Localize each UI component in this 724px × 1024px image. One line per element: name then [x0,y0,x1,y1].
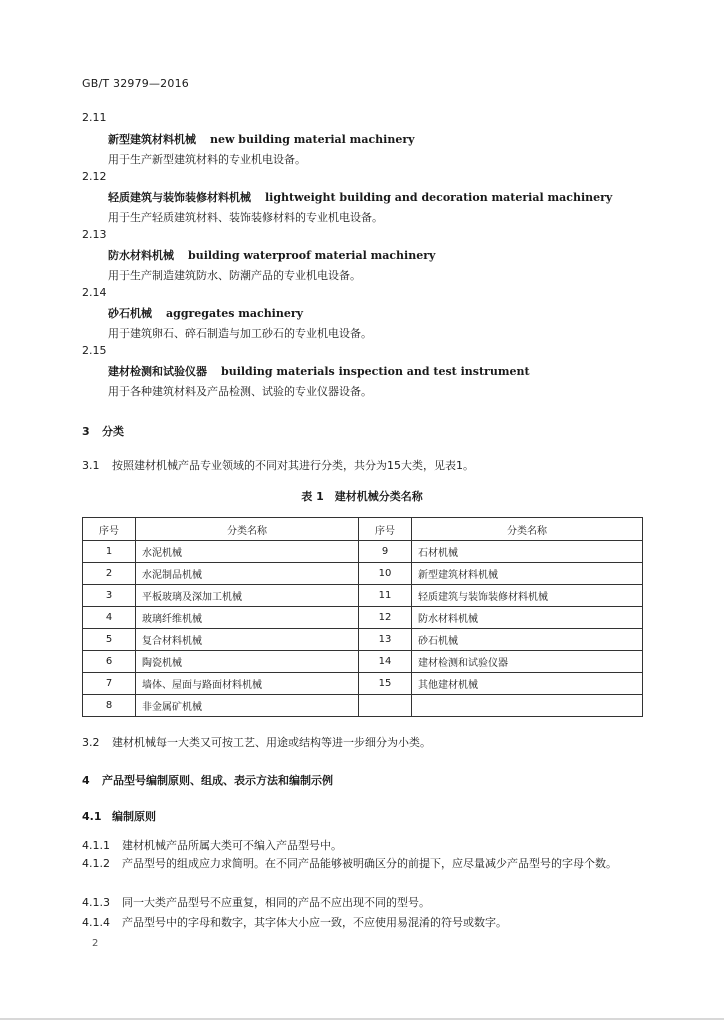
term-number: 2.13 [82,228,107,241]
clause-text: 产品型号中的字母和数字，其字体大小应一致，不应使用易混淆的符号或数字。 [122,916,507,929]
table-cell: 5 [83,629,136,651]
table-cell: 9 [359,541,412,563]
clause-text: 同一大类产品型号不应重复，相同的产品不应出现不同的型号。 [122,896,430,909]
table-cell: 1 [83,541,136,563]
page-edge-divider [0,1018,724,1020]
table-cell [412,695,643,717]
table-cell: 3 [83,585,136,607]
table-header-row [83,518,643,541]
table-cell: 墙体、屋面与路面材料机械 [136,673,359,695]
term-english: building waterproof material machinery [188,249,436,262]
clause-text: 建材机械产品所属大类可不编入产品型号中。 [122,839,342,852]
column-header: 序号 [359,518,412,541]
table-cell: 轻质建筑与装饰装修材料机械 [412,585,643,607]
table-row [83,563,643,585]
table-cell: 石材机械 [412,541,643,563]
table-cell: 12 [359,607,412,629]
section-number: 3 [82,425,90,438]
table-cell: 建材检测和试验仪器 [412,651,643,673]
table-cell: 防水材料机械 [412,607,643,629]
clause-text: 产品型号的组成应力求简明。在不同产品能够被明确区分的前提下，应尽量减少产品型号的字母个数。 [122,857,617,870]
term-definition: 用于生产轻质建筑材料、装饰装修材料的专业机电设备。 [108,211,383,224]
term-chinese: 新型建筑材料机械 [108,133,196,146]
table-cell: 14 [359,651,412,673]
term-heading [108,189,612,205]
table-cell: 7 [83,673,136,695]
section-number: 4 [82,774,90,787]
term-chinese: 防水材料机械 [108,249,174,262]
paragraph [82,732,642,753]
paragraph [82,455,642,476]
term-definition: 用于建筑卵石、碎石制造与加工砂石的专业机电设备。 [108,327,372,340]
table-row [83,673,643,695]
table-cell: 新型建筑材料机械 [412,563,643,585]
section-title: 产品型号编制原则、组成、表示方法和编制示例 [102,774,333,787]
term-chinese: 建材检测和试验仪器 [108,365,207,378]
table-cell: 复合材料机械 [136,629,359,651]
clause-text: 建材机械每一大类又可按工艺、用途或结构等进一步细分为小类。 [112,736,431,749]
table-cell: 玻璃纤维机械 [136,607,359,629]
section-number: 4.1 [82,810,102,823]
table-row [83,541,643,563]
paragraph [82,912,642,933]
term-english: lightweight building and decoration material machinery [265,191,613,204]
paragraph [82,892,642,913]
section-title: 编制原则 [112,810,156,823]
clause-text: 按照建材机械产品专业领域的不同对其进行分类，共分为15大类，见表1。 [112,459,474,472]
table-cell: 8 [83,695,136,717]
term-heading [108,131,415,147]
table-cell: 水泥机械 [136,541,359,563]
term-english: aggregates machinery [166,307,304,320]
term-definition: 用于各种建筑材料及产品检测、试验的专业仪器设备。 [108,385,372,398]
column-header: 分类名称 [412,518,643,541]
term-heading [108,363,530,379]
term-heading [108,247,435,263]
table-cell: 水泥制品机械 [136,563,359,585]
section-title: 分类 [102,425,124,438]
term-definition: 用于生产制造建筑防水、防潮产品的专业机电设备。 [108,269,361,282]
clause-number: 4.1.1 [82,839,110,852]
table-cell: 2 [83,563,136,585]
clause-number: 4.1.3 [82,896,110,909]
table-cell [359,695,412,717]
term-chinese: 砂石机械 [108,307,152,320]
table-cell: 6 [83,651,136,673]
paragraph [82,853,642,874]
section-heading [82,772,333,788]
term-number: 2.14 [82,286,107,299]
section-heading [82,423,124,439]
table-caption: 表 1 建材机械分类名称 [301,490,423,503]
term-number: 2.15 [82,344,107,357]
table-cell: 砂石机械 [412,629,643,651]
table-cell: 10 [359,563,412,585]
table-cell: 15 [359,673,412,695]
table-cell: 非金属矿机械 [136,695,359,717]
term-chinese: 轻质建筑与装饰装修材料机械 [108,191,251,204]
clause-number: 4.1.2 [82,857,110,870]
clause-number: 3.2 [82,736,100,749]
column-header: 序号 [83,518,136,541]
table-row [83,607,643,629]
column-header: 分类名称 [136,518,359,541]
table-row [83,629,643,651]
table-row [83,651,643,673]
page-number: 2 [92,938,99,949]
term-number: 2.12 [82,170,107,183]
subsection-heading [82,808,156,824]
table-row [83,695,643,717]
term-english: new building material machinery [210,133,415,146]
term-number: 2.11 [82,111,107,124]
classification-table [82,517,643,717]
term-heading [108,305,303,321]
table-row [83,585,643,607]
table-cell: 13 [359,629,412,651]
table-cell: 陶瓷机械 [136,651,359,673]
standard-number-header: GB/T 32979—2016 [82,77,189,90]
clause-number: 3.1 [82,459,100,472]
table-cell: 平板玻璃及深加工机械 [136,585,359,607]
term-definition: 用于生产新型建筑材料的专业机电设备。 [108,153,306,166]
table-cell: 4 [83,607,136,629]
table-cell: 其他建材机械 [412,673,643,695]
clause-number: 4.1.4 [82,916,110,929]
table-cell: 11 [359,585,412,607]
term-english: building materials inspection and test instrument [221,365,530,378]
